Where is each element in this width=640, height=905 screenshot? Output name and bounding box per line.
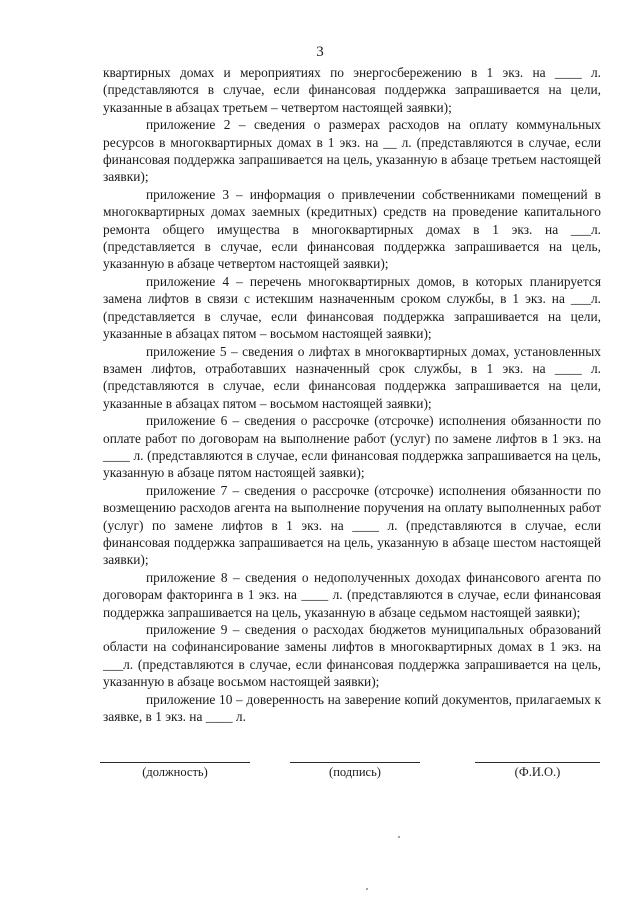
signature-line bbox=[290, 762, 420, 763]
paragraph-appendix-9: приложение 9 – сведения о расходах бюджетов муниципальных образований области на софинансирование замены лифтов в многоквартирных домах в 1 экз. на ___л. (представляются в случае, если финансовая поддержка запрашивается на цель, указанную в абзаце восьмом настоящей заявки); bbox=[103, 622, 601, 690]
full-name-field bbox=[475, 762, 600, 780]
signature-field bbox=[290, 762, 420, 780]
position-field bbox=[100, 762, 250, 780]
page-number: 3 bbox=[316, 44, 324, 60]
scan-artifact bbox=[366, 888, 368, 890]
paragraph-appendix-7: приложение 7 – сведения о рассрочке (отсрочке) исполнения обязанности по возмещению расходов агента на выполнение поручения на оплату выполненных работ (услуг) по замене лифтов в 1 экз. на ____ л. (представляются в случае, если финансовая поддержка запрашивается на цель, указанную в абзаце шестом настоящей заявки); bbox=[103, 482, 601, 568]
paragraph-appendix-1-continued: квартирных домах и мероприятиях по энергосбережению в 1 экз. на ____ л. (представляются в случае, если финансовая поддержка запрашивается на цели, указанные в абзацах третьем – четвертом настоящей заявки); bbox=[103, 65, 601, 115]
paragraph-appendix-2: приложение 2 – сведения о размерах расходов на оплату коммунальных ресурсов в многоквартирных домах в 1 экз. на __ л. (представляются в случае, если финансовая поддержка запрашивается на цель, указанную в абзаце третьем настоящей заявки); bbox=[103, 117, 601, 185]
signature-block bbox=[0, 762, 640, 792]
paragraph-appendix-3: приложение 3 – информация о привлечении собственниками помещений в многоквартирных домах заемных (кредитных) средств на проведение капитального ремонта общего имущества в многоквартирных домах в 1 экз. на ___л. (представляется в случае, если финансовая поддержка запрашивается на цель, указанную в абзаце четвертом настоящей заявки); bbox=[103, 186, 601, 272]
full-name-line bbox=[475, 762, 600, 763]
position-line bbox=[100, 762, 250, 763]
paragraph-appendix-10: приложение 10 – доверенность на заверение копий документов, прилагаемых к заявке, в 1 экз. на ____ л. bbox=[103, 691, 601, 725]
document-body bbox=[103, 64, 601, 725]
full-name-caption: (Ф.И.О.) bbox=[514, 765, 561, 779]
scan-artifact bbox=[398, 836, 400, 838]
signature-caption: (подпись) bbox=[329, 765, 381, 779]
paragraph-appendix-6: приложение 6 – сведения о рассрочке (отсрочке) исполнения обязанности по оплате работ по договорам на выполнение работ (услуг) по замене лифтов в 1 экз. на ____ л. (представляются в случае, если финансовая поддержка запрашивается на цель, указанную в абзаце пятом настоящей заявки); bbox=[103, 413, 601, 481]
paragraph-appendix-8: приложение 8 – сведения о недополученных доходах финансового агента по договорам факторинга в 1 экз. на ____ л. (представляются в случае, если финансовая поддержка запрашивается на цель, указанную в абзаце седьмом настоящей заявки); bbox=[103, 569, 601, 620]
position-caption: (должность) bbox=[142, 765, 208, 779]
paragraph-appendix-4: приложение 4 – перечень многоквартирных домов, в которых планируется замена лифтов в связи с истекшим назначенным сроком службы, в 1 экз. на ___л. (представляется в случае, если финансовая поддержка запрашивается на цели, указанные в абзацах пятом – восьмом настоящей заявки); bbox=[103, 273, 601, 342]
paragraph-appendix-5: приложение 5 – сведения о лифтах в многоквартирных домах, установленных взамен лифтов, отработавших назначенный срок службы, в 1 экз. на ____ л. (представляются в случае, если финансовая поддержка запрашивается на цели, указанные в абзацах пятом – восьмом настоящей заявки); bbox=[103, 343, 601, 411]
